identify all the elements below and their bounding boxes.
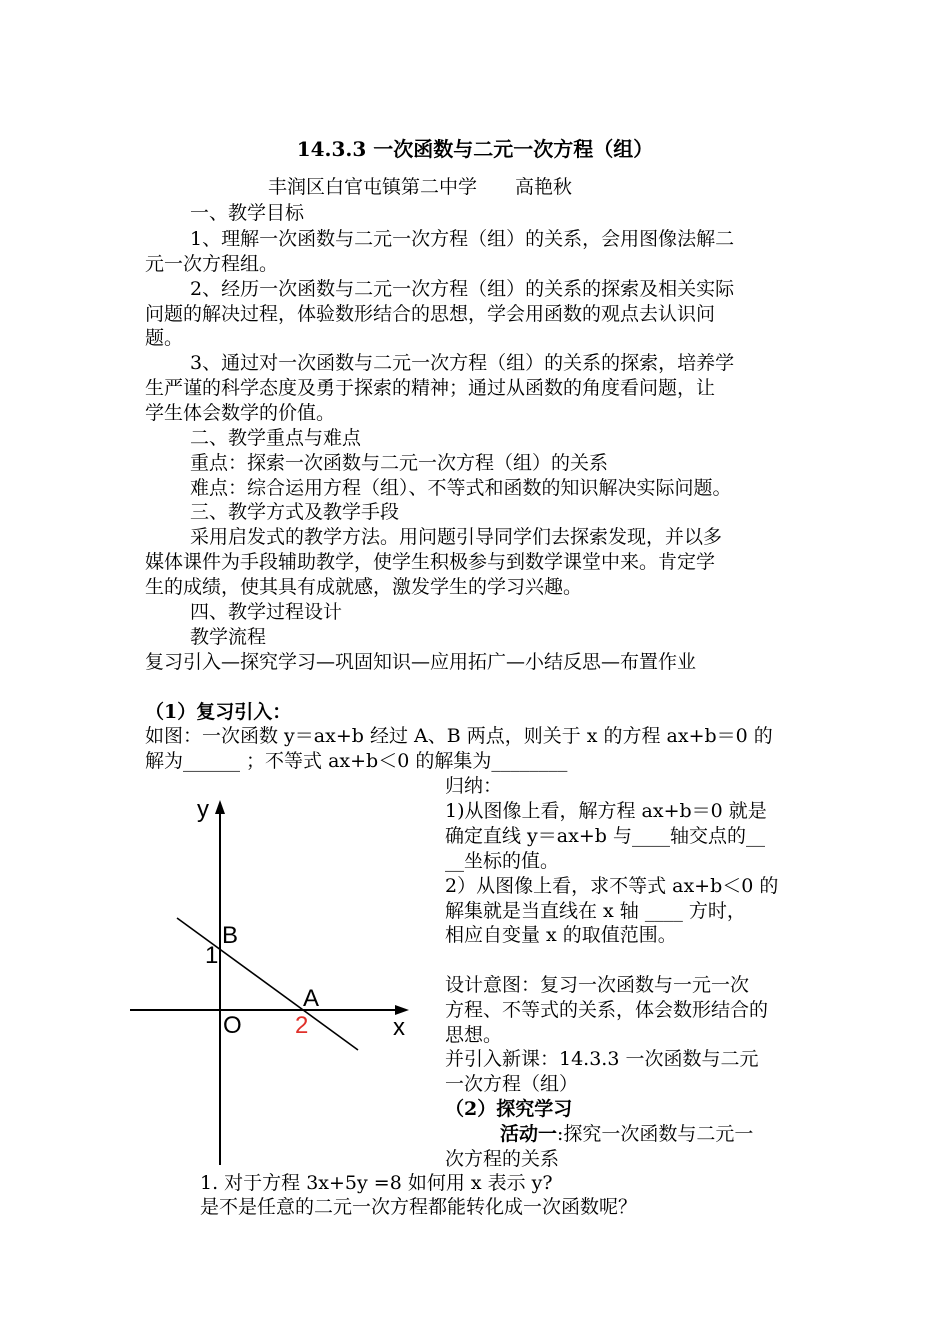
body-text: 媒体课件为手段辅助教学，使学生积极参与到数学课堂中来。肯定学 bbox=[145, 551, 716, 573]
summary-text: 2）从图像上看，求不等式 ax+b＜0 的 bbox=[445, 875, 779, 897]
review-heading: （1）复习引入： bbox=[145, 701, 292, 723]
body-text: 难点：综合运用方程（组）、不等式和函数的知识解决实际问题。 bbox=[190, 477, 732, 499]
explore-heading: （2）探究学习 bbox=[445, 1098, 573, 1120]
body-text: 2、经历一次函数与二元一次方程（组）的关系的探索及相关实际 bbox=[190, 278, 735, 300]
function-line bbox=[177, 918, 358, 1050]
body-text: 1、理解一次函数与二元一次方程（组）的关系，会用图像法解二 bbox=[190, 228, 735, 250]
explore-question: 1. 对于方程 3x+5y =8 如何用 x 表示 y? bbox=[200, 1172, 553, 1194]
body-text: 题。 bbox=[145, 327, 184, 349]
summary-text: 1)从图像上看，解方程 ax+b＝0 就是 bbox=[445, 800, 767, 822]
body-text: 采用启发式的教学方法。用问题引导同学们去探索发现，并以多 bbox=[190, 526, 723, 548]
activity-text-cont: 次方程的关系 bbox=[445, 1148, 560, 1170]
design-intent: 思想。 bbox=[445, 1024, 503, 1046]
summary-text: 确定直线 y＝ax+b 与____轴交点的__ bbox=[445, 825, 765, 847]
summary-text: 解集就是当直线在 x 轴 ____ 方时， bbox=[445, 900, 746, 922]
point-b-label: B bbox=[222, 922, 239, 949]
body-text: 生严谨的科学态度及勇于探索的精神；通过从函数的角度看问题，让 bbox=[145, 377, 716, 399]
body-text: 重点：探索一次函数与二元一次方程（组）的关系 bbox=[190, 452, 609, 474]
body-text: 3、通过对一次函数与二元一次方程（组）的关系的探索，培养学 bbox=[190, 352, 735, 374]
review-question: 解为______ ；不等式 ax+b＜0 的解集为________ bbox=[145, 750, 568, 772]
y-axis-label: y bbox=[197, 796, 209, 823]
body-text: 生的成绩，使其具有成就感，激发学生的学习兴趣。 bbox=[145, 576, 583, 598]
body-text: 教学流程 bbox=[190, 626, 267, 648]
section-heading: 二、教学重点与难点 bbox=[190, 427, 362, 449]
body-text: 元一次方程组。 bbox=[145, 253, 279, 275]
review-question: 如图：一次函数 y＝ax+b 经过 A、B 两点，则关于 x 的方程 ax+b＝0 的 bbox=[145, 725, 773, 747]
activity-line bbox=[500, 1122, 753, 1146]
section-heading: 三、教学方式及教学手段 bbox=[190, 501, 400, 523]
activity-label: 活动一 bbox=[500, 1123, 558, 1145]
x-axis-label: x bbox=[393, 1014, 405, 1041]
y-axis-arrow bbox=[215, 800, 225, 814]
point-a-label: A bbox=[303, 985, 320, 1012]
origin-label: O bbox=[223, 1012, 242, 1039]
teaching-flow: 复习引入—探究学习—巩固知识—应用拓广—小结反思—布置作业 bbox=[145, 651, 697, 673]
body-text: 问题的解决过程，体验数形结合的思想，学会用函数的观点去认识问 bbox=[145, 303, 716, 325]
design-intent: 设计意图：复习一次函数与一元一次 bbox=[445, 974, 750, 996]
explore-question: 是不是任意的二元一次方程都能转化成一次函数呢？ bbox=[200, 1196, 638, 1218]
design-intent: 方程、不等式的关系，体会数形结合的 bbox=[445, 999, 769, 1021]
new-lesson-text: 并引入新课：14.3.3 一次函数与二元 bbox=[445, 1048, 759, 1070]
summary-text: 相应自变量 x 的取值范围。 bbox=[445, 924, 677, 946]
summary-text: __坐标的值。 bbox=[445, 850, 560, 872]
x-tick-label: 2 bbox=[295, 1012, 309, 1039]
function-graph bbox=[125, 790, 425, 1170]
summary-text: 归纳： bbox=[445, 775, 503, 797]
page-title: 14.3.3 一次函数与二元一次方程（组） bbox=[296, 137, 654, 161]
author-line: 丰润区白官屯镇第二中学 高艳秋 bbox=[268, 176, 573, 198]
body-text: 学生体会数学的价值。 bbox=[145, 402, 336, 424]
section-heading: 一、教学目标 bbox=[190, 202, 305, 224]
section-heading: 四、教学过程设计 bbox=[190, 601, 343, 623]
new-lesson-text: 一次方程（组） bbox=[445, 1073, 579, 1095]
activity-text: :探究一次函数与二元一 bbox=[557, 1123, 754, 1145]
y-tick-label: 1 bbox=[205, 942, 219, 969]
